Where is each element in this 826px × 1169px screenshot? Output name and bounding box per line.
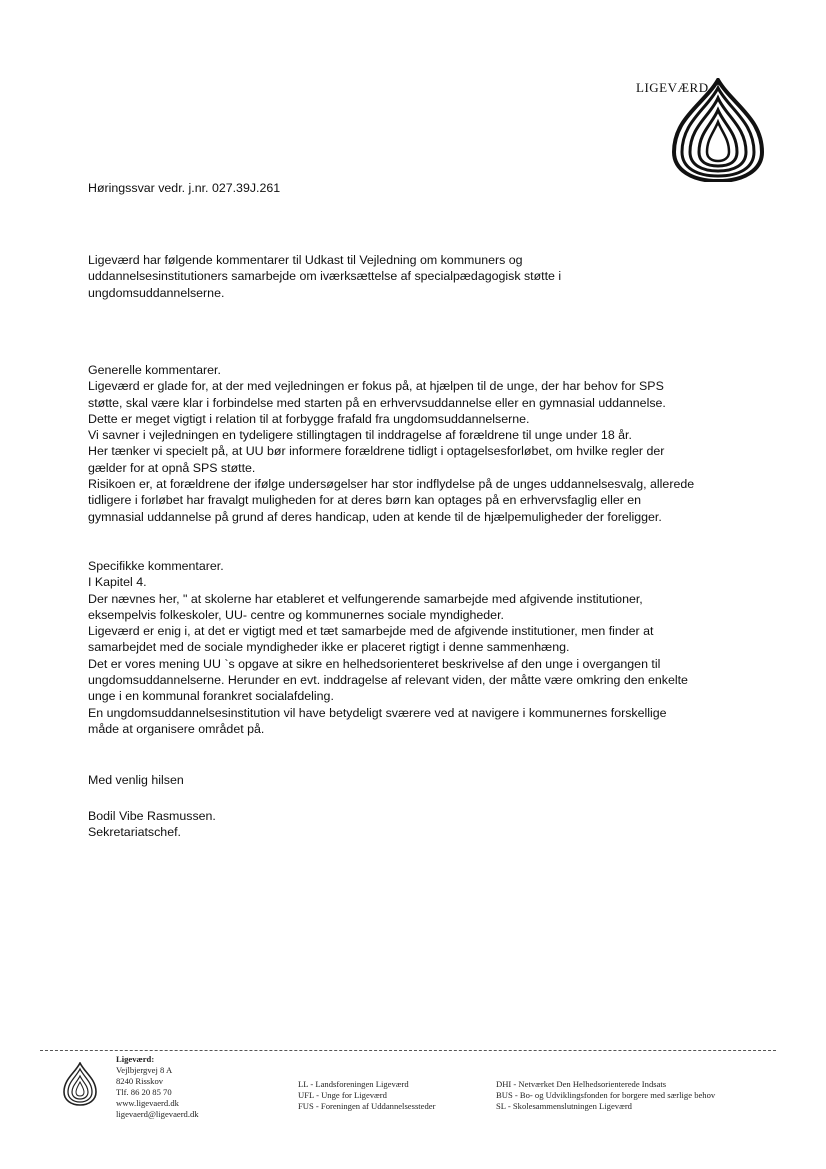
footer-street: Vejlbjergvej 8 A: [116, 1065, 173, 1075]
footer-org-fus: FUS - Foreningen af Uddannelsessteder: [298, 1101, 436, 1111]
footer-phone: Tlf. 86 20 85 70: [116, 1087, 172, 1097]
ligevaerd-logo-icon: [658, 78, 770, 182]
general-line: gælder for at opnå SPS støtte.: [88, 460, 256, 475]
specific-line: Der nævnes her, " at skolerne har etableret et velfungerende samarbejde med afgivende institutioner,: [88, 591, 643, 606]
intro-line: ungdomsuddannelserne.: [88, 285, 225, 300]
intro-line: uddannelsesinstitutioners samarbejde om iværksættelse af specialpædagogisk støtte i: [88, 269, 562, 284]
ligevaerd-small-logo-icon: [62, 1062, 98, 1106]
general-line: gymnasial uddannelse på grund af deres handicap, uden at kende til de hjælpemuligheder der foreligger.: [88, 509, 662, 524]
specific-line: I Kapitel 4.: [88, 575, 147, 590]
general-line: støtte, skal være klar i forbindelse med starten på en erhvervsuddannelse eller en gymnasial uddannelse.: [88, 395, 666, 410]
general-line: Her tænker vi specielt på, at UU bør informere forældrene tidligt i optagelsesforløbet, om hvilke regler der: [88, 444, 665, 459]
signature: [88, 808, 216, 841]
footer-org-ll: LL - Landsforeningen Ligeværd: [298, 1079, 409, 1089]
general-line: Vi savner i vejledningen en tydeligere stillingtagen til inddragelse af forældrene til unge under 18 år.: [88, 428, 632, 443]
specific-line: Det er vores mening UU `s opgave at sikre en helhedsorienteret beskrivelse af den unge i overgangen til: [88, 656, 661, 671]
specific-comments: [88, 558, 688, 737]
closing: [88, 772, 184, 788]
footer-organizations-right: [496, 1079, 715, 1112]
general-heading: Generelle kommentarer.: [88, 363, 221, 377]
footer-organizations-left: [298, 1079, 435, 1112]
footer-email: ligevaerd@ligevaerd.dk: [116, 1109, 199, 1119]
signature-name: Bodil Vibe Rasmussen.: [88, 809, 216, 823]
closing-text: Med venlig hilsen: [88, 773, 184, 787]
intro-paragraph: [88, 252, 561, 301]
logo-wordmark: LIGEVÆRD: [636, 80, 709, 95]
specific-line: En ungdomsuddannelsesinstitution vil have betydeligt sværere ved at navigere i kommunernes forskellige: [88, 705, 667, 720]
footer-org-dhi: DHI - Netværket Den Helhedsorienterede Indsats: [496, 1079, 667, 1089]
general-line: Ligeværd er glade for, at der med vejledningen er fokus på, at hjælpen til de unge, der har behov for SPS: [88, 379, 664, 394]
subject-line: [88, 180, 280, 196]
specific-line: Ligeværd er enig i, at det er vigtigt med et tæt samarbejde med de afgivende institutioner, men finder at: [88, 624, 654, 639]
specific-line: måde at organisere området på.: [88, 721, 265, 736]
signature-title: Sekretariatschef.: [88, 825, 181, 840]
subject-text: Høringssvar vedr. j.nr. 027.39J.261: [88, 181, 281, 195]
general-line: Dette er meget vigtigt i relation til at forbygge frafald fra ungdomsuddannelserne.: [88, 411, 530, 426]
general-line: Risikoen er, at forældrene der ifølge undersøgelser har stor indflydelse på de unges uddannelsesvalg, allerede: [88, 477, 695, 492]
general-line: tidligere i forløbet har fravalgt muligheden for at deres børn kan optages på en erhvervsfaglig eller en: [88, 493, 642, 508]
intro-line: Ligeværd har følgende kommentarer til Udkast til Vejledning om kommuners og: [88, 253, 523, 267]
footer-city: 8240 Risskov: [116, 1076, 164, 1086]
footer-org-bus: BUS - Bo- og Udviklingsfonden for borgere med særlige behov: [496, 1090, 716, 1100]
specific-line: samarbejdet med de sociale myndigheder ikke er placeret rigtigt i denne sammenhæng.: [88, 640, 570, 655]
footer-divider: [40, 1050, 776, 1051]
specific-line: unge i en kommunal forankret socialafdeling.: [88, 689, 334, 704]
footer-org-ufl: UFL - Unge for Ligeværd: [298, 1090, 387, 1100]
footer-address: [116, 1054, 199, 1120]
specific-heading: Specifikke kommentarer.: [88, 559, 224, 573]
footer-org-name: Ligeværd:: [116, 1054, 155, 1064]
specific-line: eksempelvis folkeskoler, UU- centre og kommunernes sociale myndigheder.: [88, 607, 504, 622]
footer-website: www.ligevaerd.dk: [116, 1098, 179, 1108]
general-comments: [88, 362, 694, 525]
specific-line: ungdomsuddannelserne. Herunder en evt. inddragelse af relevant viden, der måtte være omkring den enkelte: [88, 673, 688, 688]
footer-org-sl: SL - Skolesammenslutningen Ligeværd: [496, 1101, 632, 1111]
